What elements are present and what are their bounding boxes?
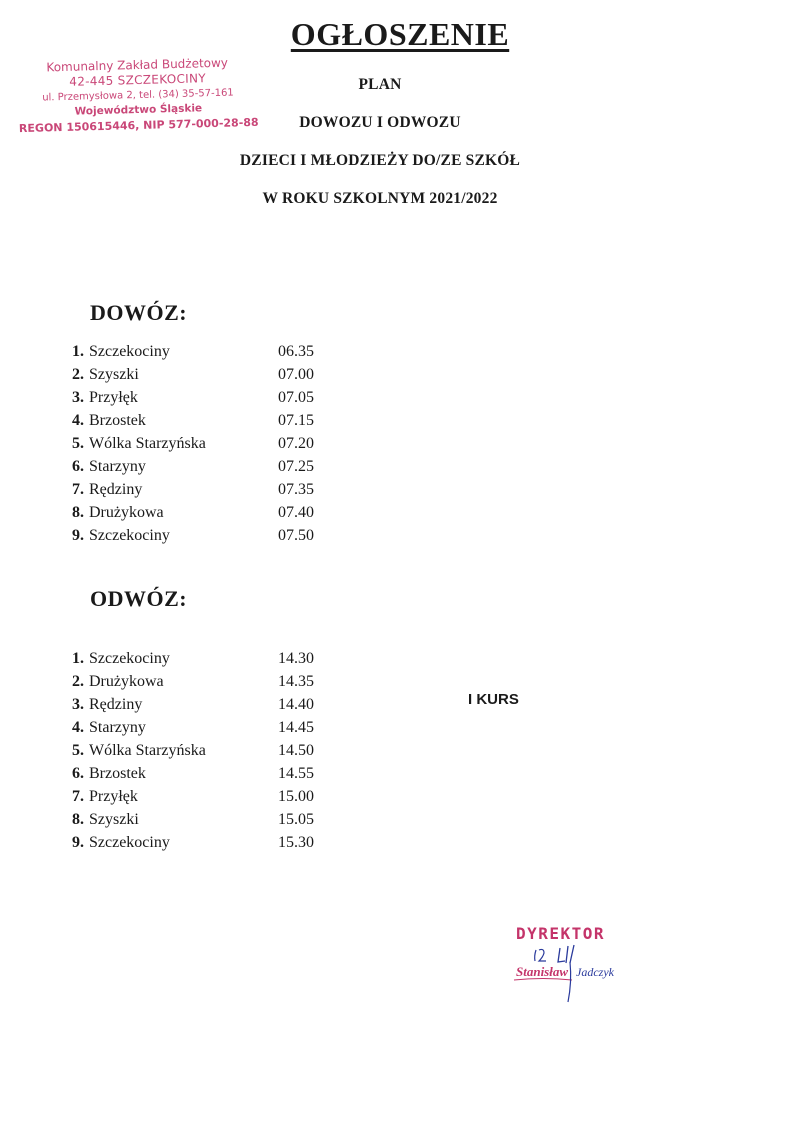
stop-time: 06.35 — [278, 343, 314, 360]
stop-name: Starzyny — [89, 719, 146, 736]
list-item — [60, 432, 360, 455]
stop-number: 7. — [72, 788, 84, 805]
stop-name: Przyłęk — [89, 389, 138, 406]
stop-number: 6. — [72, 765, 84, 782]
list-item — [60, 762, 360, 785]
list-item — [60, 524, 360, 547]
headline-dowozu-odwozu: DOWOZU I ODWOZU — [299, 114, 461, 131]
stop-number: 1. — [72, 343, 84, 360]
stop-number: 3. — [72, 696, 84, 713]
list-item — [60, 409, 360, 432]
headline-rok-szkolny: W ROKU SZKOLNYM 2021/2022 — [262, 190, 498, 207]
stop-time: 07.00 — [278, 366, 314, 383]
stop-time: 14.30 — [278, 650, 314, 667]
svg-text:Stanisław: Stanisław — [516, 964, 569, 979]
stop-time: 14.35 — [278, 673, 314, 690]
list-item — [60, 808, 360, 831]
stop-number: 3. — [72, 389, 84, 406]
stop-name: Brzostek — [89, 412, 146, 429]
list-item — [60, 501, 360, 524]
stop-number: 8. — [72, 811, 84, 828]
stop-name: Drużykowa — [89, 673, 164, 690]
stop-name: Wólka Starzyńska — [89, 742, 206, 759]
stamp-line-region: Województwo Śląskie — [74, 102, 203, 118]
stop-number: 5. — [72, 742, 84, 759]
stop-number: 7. — [72, 481, 84, 498]
stop-time: 14.55 — [278, 765, 314, 782]
dowoz-stop-list — [60, 340, 360, 547]
list-item — [60, 716, 360, 739]
stop-number: 4. — [72, 412, 84, 429]
stop-number: 9. — [72, 834, 84, 851]
stop-time: 15.05 — [278, 811, 314, 828]
list-item — [60, 670, 360, 693]
stamp-line-address: ul. Przemysłowa 2, tel. (34) 35-57-161 — [42, 87, 234, 104]
stop-name: Wólka Starzyńska — [89, 435, 206, 452]
list-item — [60, 647, 360, 670]
stop-name: Rędziny — [89, 696, 143, 713]
stop-time: 07.50 — [278, 527, 314, 544]
headline-plan: PLAN — [358, 76, 402, 93]
list-item — [60, 739, 360, 762]
stop-time: 15.00 — [278, 788, 314, 805]
stop-name: Starzyny — [89, 458, 146, 475]
list-item — [60, 831, 360, 854]
stop-number: 6. — [72, 458, 84, 475]
dowoz-heading: DOWÓZ: — [90, 300, 188, 325]
list-item — [60, 455, 360, 478]
stop-time: 07.05 — [278, 389, 314, 406]
stop-name: Drużykowa — [89, 504, 164, 521]
odwoz-stop-list — [60, 647, 360, 854]
stop-number: 4. — [72, 719, 84, 736]
signature-title: DYREKTOR — [516, 924, 606, 943]
list-item — [60, 478, 360, 501]
stop-time: 07.25 — [278, 458, 314, 475]
stop-number: 5. — [72, 435, 84, 452]
stop-time: 14.40 — [278, 696, 314, 713]
stop-name: Rędziny — [89, 481, 143, 498]
stop-name: Szyszki — [89, 811, 139, 828]
handwritten-signature-icon — [508, 942, 658, 1004]
stop-name: Szyszki — [89, 366, 139, 383]
odwoz-heading: ODWÓZ: — [90, 586, 188, 611]
stop-name: Szczekociny — [89, 834, 170, 851]
stop-time: 14.50 — [278, 742, 314, 759]
list-item — [60, 363, 360, 386]
stop-name: Szczekociny — [89, 650, 170, 667]
headline-dzieci: DZIECI I MŁODZIEŻY DO/ZE SZKÓŁ — [239, 152, 521, 169]
stop-time: 14.45 — [278, 719, 314, 736]
stamp-line-ids: REGON 150615446, NIP 577-000-28-88 — [18, 115, 259, 136]
stop-number: 1. — [72, 650, 84, 667]
kurs-label: I KURS — [468, 691, 519, 708]
stop-time: 15.30 — [278, 834, 314, 851]
stop-number: 9. — [72, 527, 84, 544]
stop-name: Przyłęk — [89, 788, 138, 805]
stop-number: 2. — [72, 673, 84, 690]
stop-time: 07.35 — [278, 481, 314, 498]
svg-text:Jadczyk: Jadczyk — [576, 965, 614, 979]
stop-time: 07.40 — [278, 504, 314, 521]
stop-number: 8. — [72, 504, 84, 521]
list-item — [60, 693, 360, 716]
list-item — [60, 386, 360, 409]
stamp-line-company: Komunalny Zakład Budżetowy — [46, 55, 229, 75]
stop-time: 07.20 — [278, 435, 314, 452]
director-signature — [508, 924, 658, 1004]
stop-name: Szczekociny — [89, 343, 170, 360]
stop-number: 2. — [72, 366, 84, 383]
list-item — [60, 785, 360, 808]
stop-name: Szczekociny — [89, 527, 170, 544]
stop-time: 07.15 — [278, 412, 314, 429]
stamp-line-city: 42-445 SZCZEKOCINY — [69, 71, 207, 89]
document-title: OGŁOSZENIE — [290, 16, 510, 52]
list-item — [60, 340, 360, 363]
stop-name: Brzostek — [89, 765, 146, 782]
